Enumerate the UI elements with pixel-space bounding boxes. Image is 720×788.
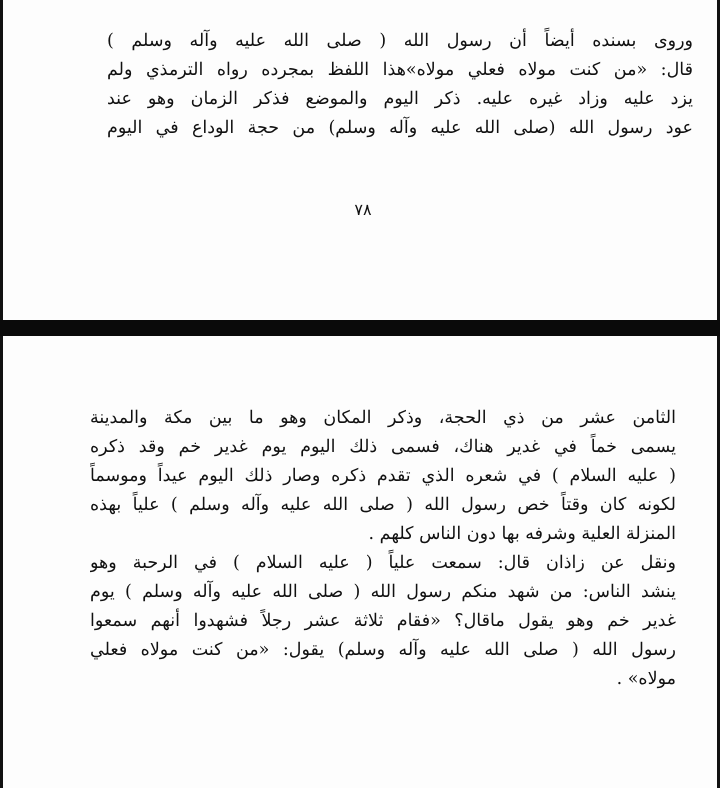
text-line: قال: «من كنت مولاه فعلي مولاه»هذا اللفظ بمجرده رواه الترمذي ولم — [107, 60, 693, 80]
text-line: ( عليه السلام ) في شعره الذي تقدم ذكره وصار ذلك اليوم عيداً وموسماً — [90, 466, 676, 486]
text-line: المنزلة العلية وشرفه بها دون الناس كلهم . — [368, 524, 676, 544]
text-line: غدير خم وهو يقول ماقال؟ «فقام ثلاثة عشر رجلاً فشهدوا أنهم سمعوا — [90, 611, 676, 631]
text-line: يزد عليه وزاد غيره عليه. ذكر اليوم والموضع فذكر الزمان وهو عند — [107, 89, 693, 109]
text-line: عود رسول الله (صلى الله عليه وآله وسلم) من حجة الوداع في اليوم — [107, 118, 693, 138]
text-line: لكونه كان وقتاً خص رسول الله ( صلى الله عليه وآله وسلم ) علياً بهذه — [90, 495, 676, 515]
text-line: يسمى خماً في غدير هناك، فسمى ذلك اليوم يوم غدير خم وقد ذكره — [90, 437, 676, 457]
page-number: ٧٨ — [354, 200, 372, 219]
text-line: الثامن عشر من ذي الحجة، وذكر المكان وهو ما بين مكة والمدينة — [90, 408, 676, 428]
text-line: مولاه» . — [616, 669, 676, 689]
page-divider — [0, 320, 720, 336]
bottom-page-text — [90, 404, 676, 694]
text-line: رسول الله ( صلى الله عليه وآله وسلم) يقول: «من كنت مولاه فعلي — [90, 640, 676, 660]
top-page — [0, 0, 720, 320]
text-line: ونقل عن زاذان قال: سمعت علياً ( عليه السلام ) في الرحبة وهو — [90, 553, 676, 573]
top-page-text — [107, 27, 693, 143]
text-line: ينشد الناس: من شهد منكم رسول الله ( صلى الله عليه وآله وسلم ) يوم — [90, 582, 676, 602]
text-line: وروى بسنده أيضاً أن رسول الله ( صلى الله عليه وآله وسلم ) — [107, 31, 693, 51]
